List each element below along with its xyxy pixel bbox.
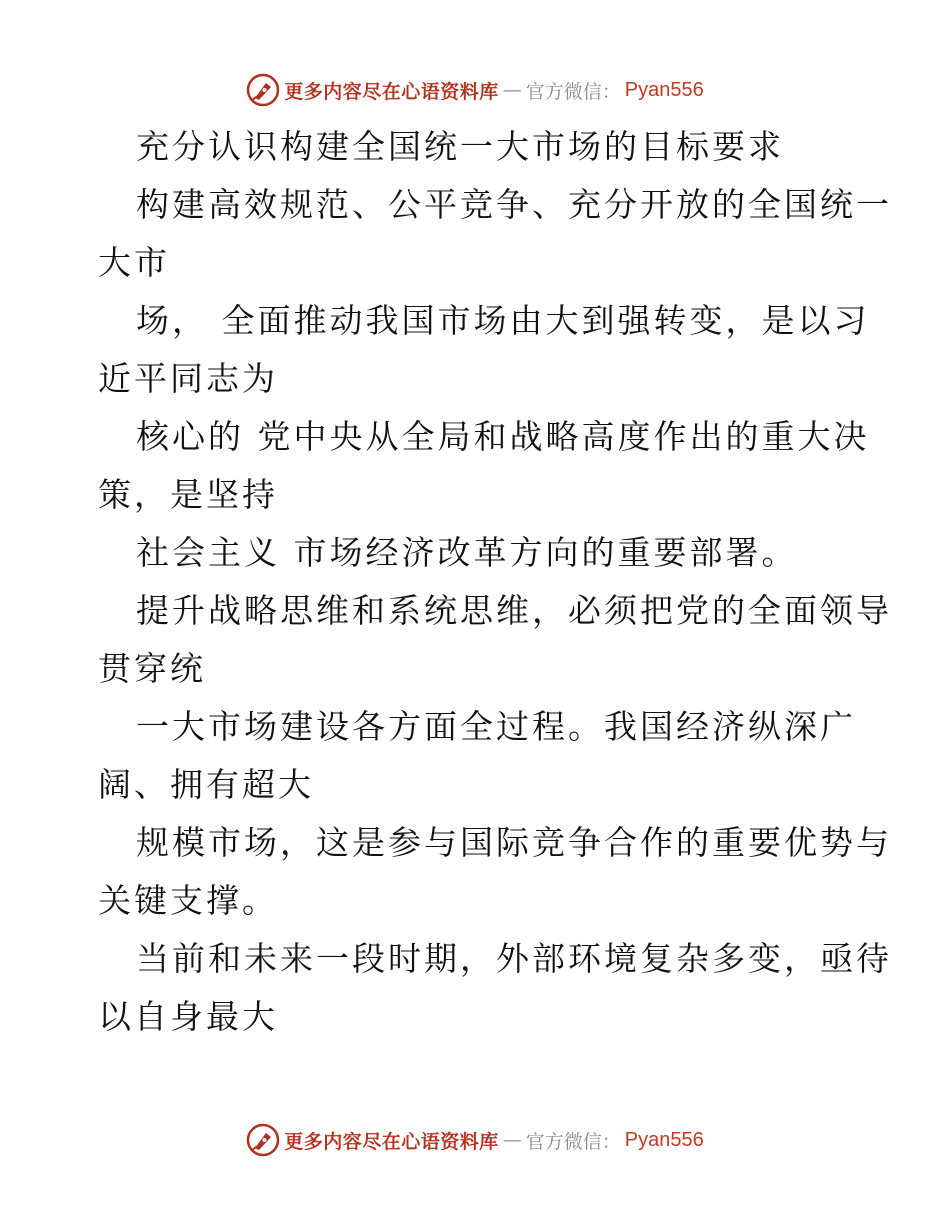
text-line: 提升战略思维和系统思维，必须把党的全面领导 [136, 591, 892, 630]
footer-separator: — [502, 1129, 522, 1151]
footer-wechat-label: 官方微信： [525, 1130, 621, 1153]
pen-nib-logo-icon [246, 1123, 280, 1157]
text-line: 大市 [98, 243, 170, 282]
header-wechat-id: Pyan556 [624, 78, 704, 101]
pen-nib-logo-icon [246, 73, 280, 107]
text-line: 贯穿统 [98, 649, 206, 688]
text-line: 阔、拥有超大 [98, 765, 314, 804]
header-brand-text: 更多内容尽在心语资料库 [284, 80, 499, 103]
text-line: 策，是坚持 [98, 475, 278, 514]
footer-wechat-id: Pyan556 [624, 1128, 704, 1151]
text-line: 核心的 党中央从全局和战略高度作出的重大决 [136, 417, 870, 456]
footer-brand-text: 更多内容尽在心语资料库 [284, 1130, 499, 1153]
text-line: 充分认识构建全国统一大市场的目标要求 [136, 127, 784, 166]
text-line: 一大市场建设各方面全过程。我国经济纵深广 [136, 707, 856, 746]
header-wechat-label: 官方微信： [525, 80, 621, 103]
text-line: 场， 全面推动我国市场由大到强转变，是以习 [136, 301, 870, 340]
text-line: 规模市场，这是参与国际竞争合作的重要优势与 [136, 823, 892, 862]
text-line: 近平同志为 [98, 359, 278, 398]
footer-banner [0, 1120, 950, 1160]
document-body [98, 118, 892, 1046]
header-banner [0, 70, 950, 110]
header-separator: — [502, 79, 522, 101]
text-line: 社会主义 市场经济改革方向的重要部署。 [136, 533, 798, 572]
text-line: 当前和未来一段时期，外部环境复杂多变，亟待 [136, 939, 892, 978]
text-line: 关键支撑。 [98, 881, 278, 920]
text-line: 以自身最大 [98, 997, 278, 1036]
text-line: 构建高效规范、公平竞争、充分开放的全国统一 [136, 185, 892, 224]
